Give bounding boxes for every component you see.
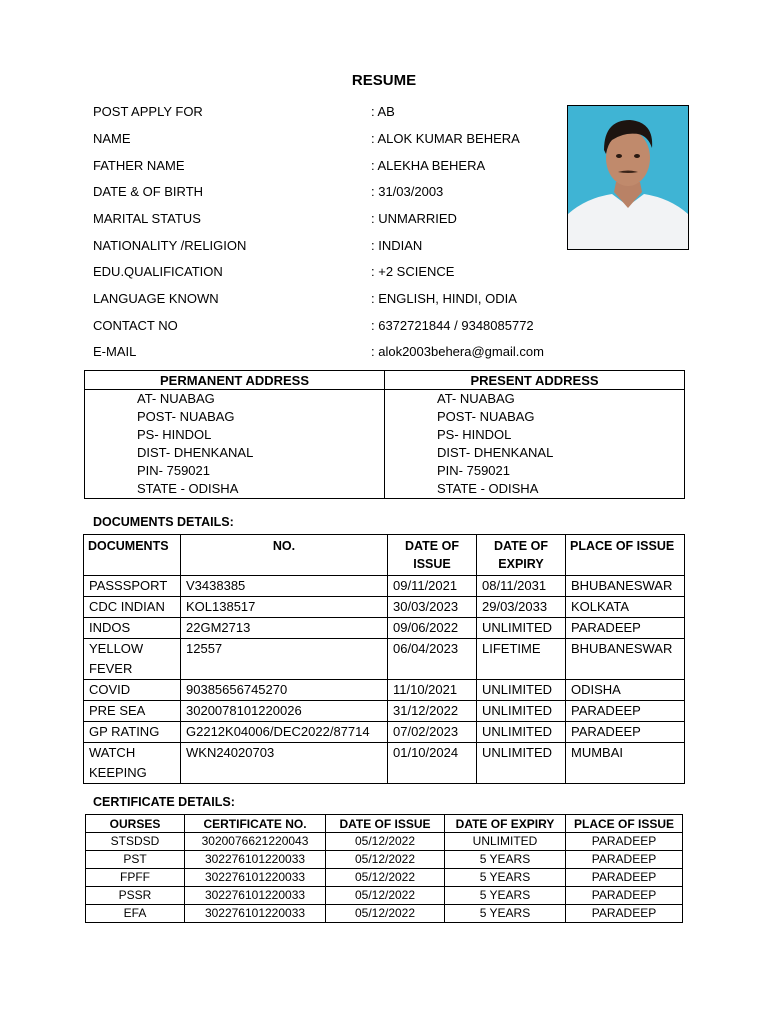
info-label: LANGUAGE KNOWN [93,291,219,306]
doc-place: MUMBAI [566,743,685,784]
cert-place: PARADEEP [566,887,683,905]
doc-issue: 11/10/2021 [388,680,477,701]
certificates-header-row [86,815,683,833]
doc-issue: 31/12/2022 [388,701,477,722]
table-row [84,680,685,701]
doc-place: KOLKATA [566,597,685,618]
doc-expiry: UNLIMITED [477,701,566,722]
doc-expiry: LIFETIME [477,639,566,680]
doc-place: PARADEEP [566,618,685,639]
info-row-post [93,103,395,121]
cert-course: EFA [86,905,185,923]
info-label: FATHER NAME [93,158,185,173]
address-line: STATE - ODISHA [437,481,539,496]
address-table [84,370,685,499]
doc-place: PARADEEP [566,722,685,743]
col-date-expiry: DATE OF EXPIRY [477,535,566,576]
profile-photo [567,105,689,250]
cert-place: PARADEEP [566,905,683,923]
doc-issue: 09/11/2021 [388,576,477,597]
info-value: : ALEKHA BEHERA [371,158,486,173]
table-row [86,851,683,869]
table-row [84,618,685,639]
certificates-table [85,814,683,923]
doc-place: PARADEEP [566,701,685,722]
doc-name: PRE SEA [84,701,181,722]
cert-number: 3020076621220043 [185,833,326,851]
cert-place: PARADEEP [566,851,683,869]
doc-name: YELLOW FEVER [84,639,181,680]
table-row [84,701,685,722]
info-label: EDU.QUALIFICATION [93,264,223,279]
doc-expiry: UNLIMITED [477,722,566,743]
address-line: DIST- DHENKANAL [137,445,254,460]
info-value: : UNMARRIED [371,211,457,226]
address-line: PS- HINDOL [437,427,512,442]
cert-number: 302276101220033 [185,851,326,869]
doc-number: V3438385 [181,576,388,597]
info-value: : INDIAN [371,238,423,253]
doc-issue: 30/03/2023 [388,597,477,618]
table-row [84,743,685,784]
address-line: POST- NUABAG [137,409,235,424]
col-documents: DOCUMENTS [84,535,181,576]
present-address-header: PRESENT ADDRESS [385,371,685,390]
info-label: NATIONALITY /RELIGION [93,238,247,253]
doc-name: COVID [84,680,181,701]
info-value: : 31/03/2003 [371,184,444,199]
doc-issue: 01/10/2024 [388,743,477,784]
address-line: PIN- 759021 [437,463,510,478]
info-row-marital [93,210,457,228]
resume-title: RESUME [351,72,417,89]
table-row [84,576,685,597]
address-line: AT- NUABAG [437,391,515,406]
info-value: : +2 SCIENCE [371,264,455,279]
cert-expiry: 5 YEARS [445,887,566,905]
info-row-education [93,263,454,281]
table-row [84,639,685,680]
doc-number: 12557 [181,639,388,680]
doc-place: ODISHA [566,680,685,701]
info-row-contact [93,317,534,335]
info-row-dob [93,183,443,201]
cert-issue: 05/12/2022 [326,869,445,887]
info-label: POST APPLY FOR [93,104,203,119]
info-label: E-MAIL [93,344,137,359]
doc-expiry: 08/11/2031 [477,576,566,597]
doc-expiry: UNLIMITED [477,618,566,639]
doc-issue: 07/02/2023 [388,722,477,743]
doc-number: KOL138517 [181,597,388,618]
cert-place: PARADEEP [566,833,683,851]
certificates-heading: CERTIFICATE DETAILS: [93,795,235,809]
address-header-row [85,371,685,390]
cert-expiry: 5 YEARS [445,851,566,869]
info-row-email [93,343,544,361]
col-cert-place: PLACE OF ISSUE [566,815,683,833]
portrait-image [568,106,688,249]
info-value: : 6372721844 / 9348085772 [371,318,534,333]
address-line: AT- NUABAG [137,391,215,406]
table-row [84,597,685,618]
doc-name: CDC INDIAN [84,597,181,618]
info-label: DATE & OF BIRTH [93,184,204,199]
info-row-name [93,130,520,148]
cert-number: 302276101220033 [185,905,326,923]
info-label: NAME [93,131,131,146]
cert-course: PSSR [86,887,185,905]
cert-issue: 05/12/2022 [326,887,445,905]
doc-name: INDOS [84,618,181,639]
cert-issue: 05/12/2022 [326,833,445,851]
doc-number: 90385656745270 [181,680,388,701]
info-value: : ENGLISH, HINDI, ODIA [371,291,517,306]
doc-expiry: 29/03/2033 [477,597,566,618]
cert-number: 302276101220033 [185,869,326,887]
cert-expiry: UNLIMITED [445,833,566,851]
documents-table [83,534,685,784]
present-address [385,390,685,499]
cert-issue: 05/12/2022 [326,905,445,923]
col-cert-expiry: DATE OF EXPIRY [445,815,566,833]
info-row-nationality [93,237,422,255]
col-certificate-no: CERTIFICATE NO. [185,815,326,833]
address-line: DIST- DHENKANAL [437,445,554,460]
doc-place: BHUBANESWAR [566,576,685,597]
cert-number: 302276101220033 [185,887,326,905]
col-courses: OURSES [86,815,185,833]
cert-expiry: 5 YEARS [445,905,566,923]
permanent-address [85,390,385,499]
info-row-father [93,157,485,175]
info-row-language [93,290,517,308]
info-label: MARITAL STATUS [93,211,201,226]
cert-place: PARADEEP [566,869,683,887]
doc-expiry: UNLIMITED [477,680,566,701]
address-line: STATE - ODISHA [137,481,239,496]
permanent-address-header: PERMANENT ADDRESS [85,371,385,390]
address-line: POST- NUABAG [437,409,535,424]
doc-name: GP RATING [84,722,181,743]
table-row [86,869,683,887]
cert-course: PST [86,851,185,869]
doc-number: 22GM2713 [181,618,388,639]
documents-header-row [84,535,685,576]
col-date-issue: DATE OF ISSUE [388,535,477,576]
doc-number: G2212K04006/DEC2022/87714 [181,722,388,743]
doc-number: 3020078101220026 [181,701,388,722]
table-row [86,905,683,923]
col-place-issue: PLACE OF ISSUE [566,535,685,576]
address-line: PS- HINDOL [137,427,212,442]
table-row [86,887,683,905]
doc-name: WATCH KEEPING [84,743,181,784]
info-label: CONTACT NO [93,318,178,333]
doc-issue: 09/06/2022 [388,618,477,639]
table-row [84,722,685,743]
info-value: : AB [371,104,395,119]
doc-number: WKN24020703 [181,743,388,784]
doc-name: PASSSPORT [84,576,181,597]
info-value: : ALOK KUMAR BEHERA [371,131,520,146]
doc-issue: 06/04/2023 [388,639,477,680]
col-cert-issue: DATE OF ISSUE [326,815,445,833]
table-row [86,833,683,851]
documents-heading: DOCUMENTS DETAILS: [93,515,234,529]
doc-expiry: UNLIMITED [477,743,566,784]
doc-place: BHUBANESWAR [566,639,685,680]
info-value: : alok2003behera@gmail.com [371,344,544,359]
cert-course: FPFF [86,869,185,887]
address-body-row [85,390,685,499]
cert-issue: 05/12/2022 [326,851,445,869]
col-number: NO. [181,535,388,576]
cert-course: STSDSD [86,833,185,851]
cert-expiry: 5 YEARS [445,869,566,887]
address-line: PIN- 759021 [137,463,210,478]
